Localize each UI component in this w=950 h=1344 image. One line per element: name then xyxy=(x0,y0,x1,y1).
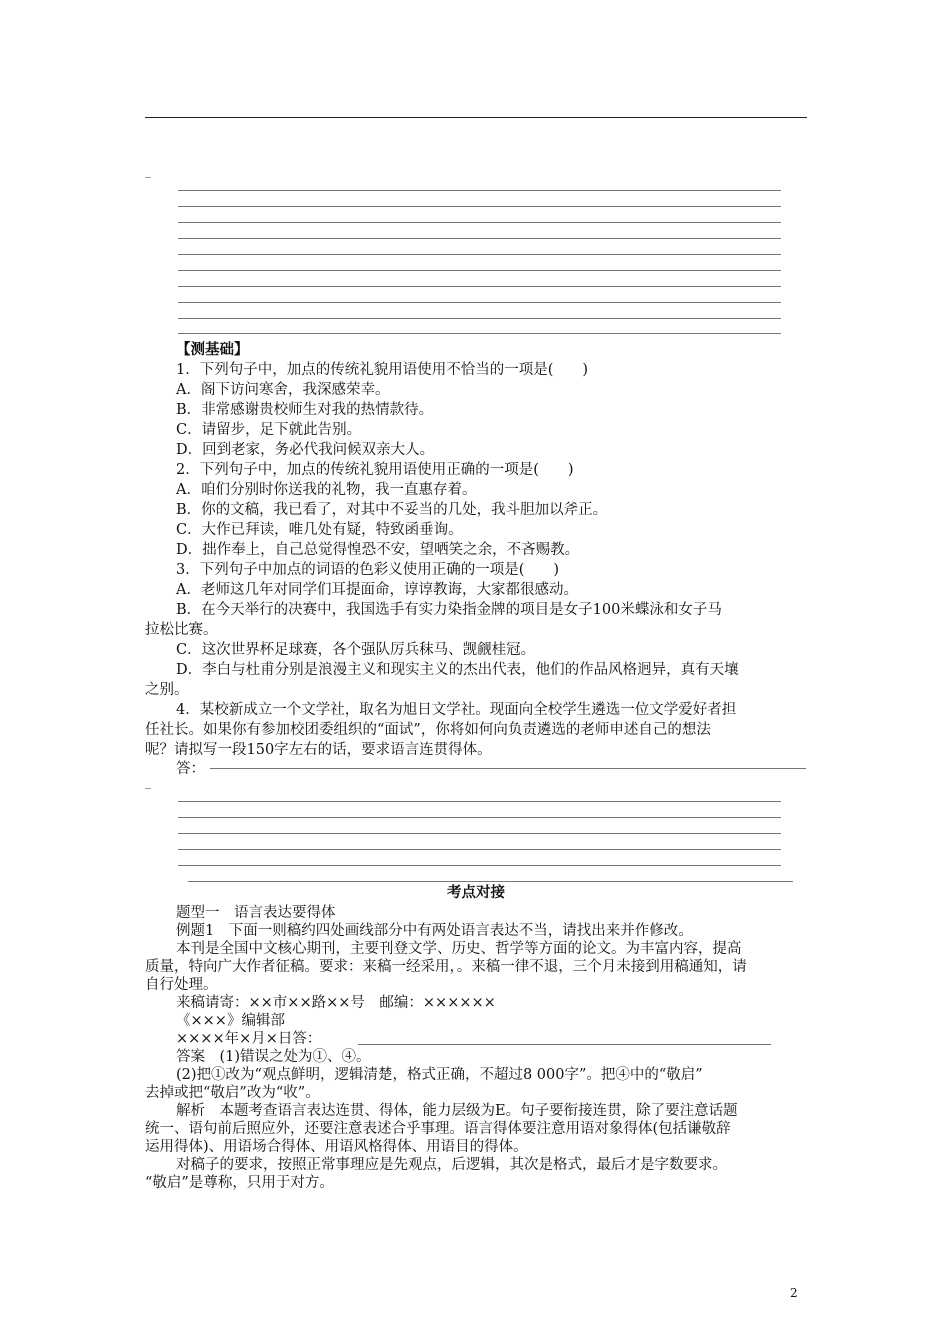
section-heading: 【测基础】 xyxy=(176,341,249,358)
writing-line xyxy=(178,286,781,287)
q3-option-b: B．在今天举行的决赛中，我国选手有实力染指金牌的项目是女子100米蝶泳和女子马 xyxy=(176,602,722,618)
writing-line xyxy=(178,270,781,271)
notice-line: 质量，特向广大作者征稿。要求：来稿一经采用，。来稿一律不退，三个月未接到用稿通知，请 xyxy=(145,959,747,975)
writing-line xyxy=(178,318,781,319)
analysis-line: 对稿子的要求，按照正常事理应是先观点，后逻辑，其次是格式，最后才是字数要求。 xyxy=(176,1157,727,1173)
writing-line xyxy=(178,302,781,303)
address-line: 来稿请寄：××市××路××号 邮编：×××××× xyxy=(176,995,496,1011)
dept-line: 《×××》编辑部 xyxy=(176,1013,285,1029)
notice-line: 自行处理。 xyxy=(145,977,218,993)
page-number: 2 xyxy=(790,1286,798,1300)
dash-mark: _ xyxy=(145,164,151,178)
q1-option-b: B．非常感谢贵校师生对我的热情款待。 xyxy=(176,402,434,418)
writing-line xyxy=(178,222,781,223)
writing-line xyxy=(178,865,781,866)
section-title: 考点对接 xyxy=(447,884,505,901)
q3-stem: 3．下列句子中加点的词语的色彩义使用正确的一项是( ) xyxy=(176,562,560,578)
q3-option-d-cont: 之别。 xyxy=(145,682,189,698)
writing-line xyxy=(178,333,781,334)
q2-option-b: B．你的文稿，我已看了，对其中不妥当的几处，我斗胆加以斧正。 xyxy=(176,502,608,518)
example-stem: 例题1 下面一则稿约四处画线部分中有两处语言表达不当，请找出来并作修改。 xyxy=(176,923,693,939)
analysis-line: “敬启”是尊称，只用于对方。 xyxy=(145,1175,334,1191)
type-line: 题型一 语言表达要得体 xyxy=(176,905,336,921)
q4-line: 呢？请拟写一段150字左右的话，要求语言连贯得体。 xyxy=(145,742,492,758)
q3-option-a: A．老师这几年对同学们耳提面命，谆谆教诲，大家都很感动。 xyxy=(176,582,578,598)
q2-option-c: C．大作已拜读，唯几处有疑，特致函垂询。 xyxy=(176,522,463,538)
q3-option-d: D．李白与杜甫分别是浪漫主义和现实主义的杰出代表，他们的作品风格迥异，真有天壤 xyxy=(176,662,739,678)
answer-line xyxy=(210,768,806,769)
writing-line xyxy=(178,190,781,191)
q1-option-d: D．回到老家，务必代我问候双亲大人。 xyxy=(176,442,435,458)
writing-line xyxy=(178,238,781,239)
writing-line xyxy=(178,801,781,802)
answer-line-2: (2)把①改为“观点鲜明，逻辑清楚，格式正确，不超过8 000字”。把④中的“敬启” xyxy=(176,1067,703,1083)
notice-line: 本刊是全国中文核心期刊，主要刊登文学、历史、哲学等方面的论文。为丰富内容，提高 xyxy=(176,941,742,957)
q2-option-d: D．拙作奉上，自己总觉得惶恐不安，望哂笑之余，不吝赐教。 xyxy=(176,542,580,558)
writing-line xyxy=(178,849,781,850)
writing-line xyxy=(178,206,781,207)
date-line: ××××年×月×日答： xyxy=(176,1031,322,1047)
writing-line xyxy=(178,817,781,818)
q4-line: 4．某校新成立一个文学社，取名为旭日文学社。现面向全校学生遴选一位文学爱好者担 xyxy=(176,702,737,718)
q1-option-c: C．请留步，足下就此告别。 xyxy=(176,422,362,438)
q1-stem: 1．下列句子中，加点的传统礼貌用语使用不恰当的一项是( ) xyxy=(176,362,589,378)
analysis-line: 统一、语句前后照应外，还要注意表述合乎事理。语言得体要注意用语对象得体(包括谦敬辞 xyxy=(145,1121,731,1137)
writing-line xyxy=(188,881,793,882)
date-answer-line xyxy=(358,1044,771,1045)
answer-label: 答： xyxy=(176,761,205,777)
answer-line-2-cont: 去掉或把“敬启”改为“收”。 xyxy=(145,1085,320,1101)
answer-line-1: 答案 (1)错误之处为①、④。 xyxy=(176,1049,371,1065)
q2-option-a: A．咱们分别时你送我的礼物，我一直惠存着。 xyxy=(176,482,477,498)
q3-option-b-cont: 拉松比赛。 xyxy=(145,622,218,638)
q3-option-c: C．这次世界杯足球赛，各个强队厉兵秣马、觊觎桂冠。 xyxy=(176,642,536,658)
analysis-line: 运用得体)、用语场合得体、用语风格得体、用语目的得体。 xyxy=(145,1139,528,1155)
q1-option-a: A．阁下访问寒舍，我深感荣幸。 xyxy=(176,382,390,398)
q4-line: 任社长。如果你有参加校团委组织的“面试”，你将如何向负责遴选的老师申述自己的想法 xyxy=(145,722,711,738)
analysis-line: 解析 本题考查语言表达连贯、得体，能力层级为E。句子要衔接连贯，除了要注意话题 xyxy=(176,1103,738,1119)
writing-line xyxy=(178,254,781,255)
q2-stem: 2．下列句子中，加点的传统礼貌用语使用正确的一项是( ) xyxy=(176,462,574,478)
header-rule xyxy=(145,117,807,118)
writing-line xyxy=(178,833,781,834)
dash-mark: _ xyxy=(145,775,151,789)
